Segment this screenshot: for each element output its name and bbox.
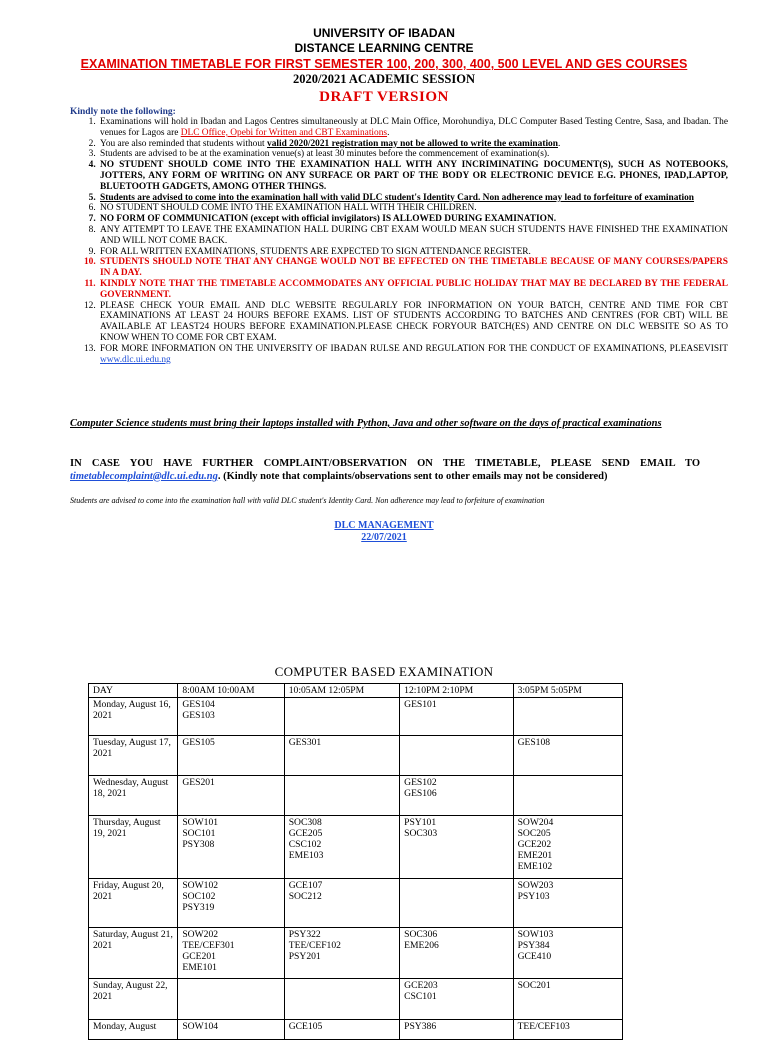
course-code: GCE410 <box>517 951 552 962</box>
course-cell <box>178 698 284 736</box>
exam-title: EXAMINATION TIMETABLE FOR FIRST SEMESTER 100, 200, 300, 400, 500 LEVEL AND GES COURSES <box>80 57 688 71</box>
course-cell <box>178 816 284 879</box>
header-slot-3: 12:10PM 2:10PM <box>400 684 513 698</box>
course-cell <box>284 979 399 1020</box>
course-code: GCE205 <box>288 828 323 839</box>
course-cell <box>284 816 399 879</box>
course-code: GES102 <box>404 777 437 788</box>
session-title: 2020/2021 ACADEMIC SESSION <box>293 72 475 86</box>
course-code: SOC205 <box>517 828 551 839</box>
note-item: 6. NO STUDENT SHOULD COME INTO THE EXAMINATION HALL WITH THEIR CHILDREN. <box>98 203 728 214</box>
course-cell <box>513 928 622 979</box>
lagos-venue: DLC Office, Opebi for Written and CBT Examinations <box>180 127 388 138</box>
course-code: PSY103 <box>517 891 550 902</box>
course-cell <box>513 698 622 736</box>
course-cell <box>513 736 622 776</box>
course-cell <box>284 736 399 776</box>
course-cell <box>178 776 284 816</box>
course-code: CSC102 <box>288 839 322 850</box>
timetable-row <box>89 979 623 1020</box>
course-code: PSY308 <box>182 839 215 850</box>
course-code: SOW101 <box>182 817 219 828</box>
course-code: PSY201 <box>288 951 321 962</box>
course-code: SOW104 <box>182 1021 219 1032</box>
course-cell <box>400 816 513 879</box>
course-code: GES201 <box>182 777 215 788</box>
row-day: Monday, August <box>89 1020 178 1040</box>
timetable-row <box>89 928 623 979</box>
timetable-row <box>89 698 623 736</box>
course-code: GES101 <box>404 699 437 710</box>
course-code: GCE107 <box>288 880 323 891</box>
course-cell <box>178 928 284 979</box>
course-code: EME201 <box>517 850 553 861</box>
timetable-row <box>89 736 623 776</box>
course-code: SOC303 <box>404 828 438 839</box>
management-date: 22/07/2021 <box>361 532 407 543</box>
course-code: GCE201 <box>182 951 216 962</box>
course-code: SOC306 <box>404 929 438 940</box>
course-code: TEE/CEF102 <box>288 940 341 951</box>
course-cell <box>400 928 513 979</box>
note-item: 12. PLEASE CHECK YOUR EMAIL AND DLC WEBSITE REGULARLY FOR INFORMATION ON YOUR BATCH, CENTRE AND TIME FOR CBT EXAMINATIONS AT LEAST 24 HOURS BEFORE EXAMS. LIST OF STUDENTS ACCORDING TO BATCHES AND CENTRES (FOR CBT) WILL BE AVAILABLE AT LEAST24 HOURS BEFORE EXAMINATION.PLEASE CHECK FORYOUR BATCH(ES) AND CENTRE ON DLC WEBSITE SO AS TO KNOW WHEN TO COME FOR CBT EXAM. <box>98 301 728 344</box>
course-code: GCE105 <box>288 1021 323 1032</box>
course-cell <box>178 736 284 776</box>
course-code: SOC308 <box>288 817 322 828</box>
course-code: SOW204 <box>517 817 554 828</box>
course-code: SOC212 <box>288 891 322 902</box>
course-cell <box>284 879 399 928</box>
note-item: 8. ANY ATTEMPT TO LEAVE THE EXAMINATION HALL DURING CBT EXAM WOULD MEAN SUCH STUDENTS HAVE FINISHED THE EXAMINATION AND WILL NOT COME BACK. <box>98 225 728 247</box>
course-code: EME102 <box>517 861 553 872</box>
timetable-body <box>89 684 623 1040</box>
row-day: Tuesday, August 17, 2021 <box>89 736 178 776</box>
course-code: PSY319 <box>182 902 215 913</box>
row-day: Friday, August 20, 2021 <box>89 879 178 928</box>
course-cell <box>513 879 622 928</box>
note-item: 5. Students are advised to come into the examination hall with valid DLC student's Identity Card. Non adherence may lead to forfeiture of examination <box>98 193 728 204</box>
course-code: GES103 <box>182 710 215 721</box>
course-cell <box>284 776 399 816</box>
cbt-timetable <box>88 683 623 1040</box>
note-item: 11. KINDLY NOTE THAT THE TIMETABLE ACCOMMODATES ANY OFFICIAL PUBLIC HOLIDAY THAT MAY BE DECLARED BY THE FEDERAL GOVERNMENT. <box>98 279 728 301</box>
course-cell <box>178 1020 284 1040</box>
course-code: PSY101 <box>404 817 437 828</box>
course-code: TEE/CEF301 <box>182 940 235 951</box>
complaint-email-link[interactable]: timetablecomplaint@dlc.ui.edu.ng <box>70 470 218 482</box>
course-code: PSY322 <box>288 929 321 940</box>
note-item: 7. NO FORM OF COMMUNICATION (except with official invigilators) IS ALLOWED DURING EXAMINATION. <box>98 214 728 225</box>
course-code: GES104 <box>182 699 215 710</box>
course-code: GES105 <box>182 737 215 748</box>
note-item: 2. You are also reminded that students without valid 2020/2021 registration may not be allowed to write the examination. <box>98 139 728 150</box>
course-cell <box>513 979 622 1020</box>
course-cell <box>178 979 284 1020</box>
header-slot-2: 10:05AM 12:05PM <box>284 684 399 698</box>
course-cell <box>400 776 513 816</box>
course-cell <box>284 1020 399 1040</box>
course-code: GES106 <box>404 788 437 799</box>
note-item: 9. FOR ALL WRITTEN EXAMINATIONS, STUDENTS ARE EXPECTED TO SIGN ATTENDANCE REGISTER. <box>98 247 728 258</box>
course-code: SOC101 <box>182 828 216 839</box>
note-item: 10. STUDENTS SHOULD NOTE THAT ANY CHANGE WOULD NOT BE EFFECTED ON THE TIMETABLE BECAUSE OF MANY COURSES/PAPERS IN A DAY. <box>98 257 728 279</box>
course-code: EME101 <box>182 962 217 973</box>
course-code: GES301 <box>288 737 322 748</box>
header-slot-1: 8:00AM 10:00AM <box>178 684 284 698</box>
dlc-website-link[interactable]: www.dlc.ui.edu.ng <box>100 354 171 365</box>
course-code: GCE203 <box>404 980 438 991</box>
timetable-row <box>89 816 623 879</box>
course-code: EME103 <box>288 850 324 861</box>
management-signature: DLC MANAGEMENT <box>334 520 434 531</box>
course-code: SOC102 <box>182 891 216 902</box>
id-card-note: Students are advised to come into the examination hall with valid DLC student's Identity Card. Non adherence may lead to forfeiture of examination <box>70 496 545 505</box>
course-cell <box>284 928 399 979</box>
course-code: SOW103 <box>517 929 554 940</box>
course-code: GCE202 <box>517 839 552 850</box>
cbt-section-title: COMPUTER BASED EXAMINATION <box>274 664 494 679</box>
timetable-row <box>89 776 623 816</box>
note-item: 13. FOR MORE INFORMATION ON THE UNIVERSITY OF IBADAN RULSE AND REGULATION FOR THE CONDUCT OF EXAMINATIONS, PLEASEVISIT www.dlc.ui.edu.ng <box>98 344 728 366</box>
note-item: 3. Students are advised to be at the examination venue(s) at least 30 minutes before the commencement of examination(s). <box>98 149 728 160</box>
computer-science-note: Computer Science students must bring their laptops installed with Python, Java and other software on the days of practical examinations <box>70 418 662 429</box>
complaint-notice: IN CASE YOU HAVE FURTHER COMPLAINT/OBSERVATION ON THE TIMETABLE, PLEASE SEND EMAIL TO timetablecomplaint@dlc.ui.edu.ng. (Kindly note that complaints/observations sent to other emails may not be considered) <box>70 458 700 482</box>
course-cell <box>400 879 513 928</box>
notes-intro: Kindly note the following: <box>70 107 176 117</box>
row-day: Monday, August 16, 2021 <box>89 698 178 736</box>
course-cell <box>400 736 513 776</box>
timetable-header-row <box>89 684 623 698</box>
row-day: Wednesday, August 18, 2021 <box>89 776 178 816</box>
course-code: PSY384 <box>517 940 550 951</box>
course-code: SOW203 <box>517 880 554 891</box>
course-cell <box>513 776 622 816</box>
centre-name: DISTANCE LEARNING CENTRE <box>294 41 474 55</box>
course-cell <box>400 1020 513 1040</box>
course-code: SOW202 <box>182 929 219 940</box>
course-code: SOW102 <box>182 880 219 891</box>
notes-list <box>70 117 728 365</box>
university-name: UNIVERSITY OF IBADAN <box>313 26 455 40</box>
timetable-row <box>89 1020 623 1040</box>
draft-label: DRAFT VERSION <box>319 89 449 105</box>
note-item: 4. NO STUDENT SHOULD COME INTO THE EXAMINATION HALL WITH ANY INCRIMINATING DOCUMENT(S), SUCH AS NOTEBOOKS, JOTTERS, ANY FORM OF WRITING ON ANY SURFACE OR PART OF THE BODY OR ELECTRONIC DEVICE E.G. PHONES, IPAD,LAPTOP, BLUETOOTH GADGETS, AMONG OTHER THINGS. <box>98 160 728 192</box>
course-code: EME206 <box>404 940 439 951</box>
header-slot-4: 3:05PM 5:05PM <box>513 684 622 698</box>
course-code: SOC201 <box>517 980 551 991</box>
course-code: GES108 <box>517 737 551 748</box>
course-code: PSY386 <box>404 1021 437 1032</box>
course-cell <box>513 816 622 879</box>
row-day: Thursday, August 19, 2021 <box>89 816 178 879</box>
row-day: Sunday, August 22, 2021 <box>89 979 178 1020</box>
course-cell <box>513 1020 622 1040</box>
note-item: 1. Examinations will hold in Ibadan and Lagos Centres simultaneously at DLC Main Office, Morohundiya, DLC Computer Based Testing Centre, Sasa, and Ibadan. The venues for Lagos are DLC Office, Opebi for Written and CBT Examinations. <box>98 117 728 139</box>
course-cell <box>400 979 513 1020</box>
course-code: CSC101 <box>404 991 437 1002</box>
header-day: DAY <box>89 684 178 698</box>
timetable-row <box>89 879 623 928</box>
course-cell <box>178 879 284 928</box>
course-code: TEE/CEF103 <box>517 1021 570 1032</box>
course-cell <box>284 698 399 736</box>
row-day: Saturday, August 21, 2021 <box>89 928 178 979</box>
course-cell <box>400 698 513 736</box>
